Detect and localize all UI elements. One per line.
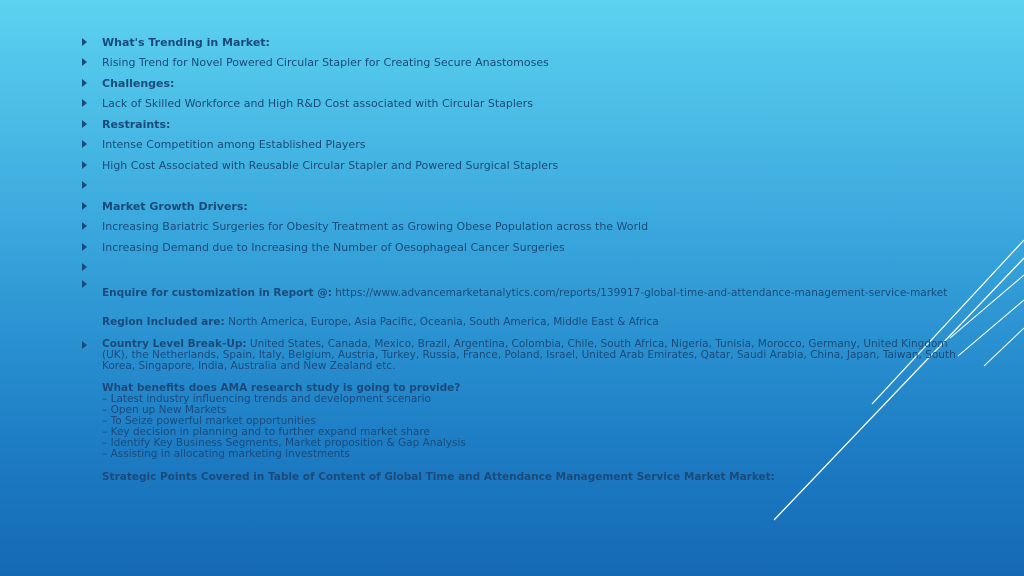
list-item xyxy=(78,241,958,261)
bullet-arrow-icon xyxy=(82,120,87,128)
deco-line-5 xyxy=(984,328,1024,366)
item-text: Rising Trend for Novel Powered Circular Stapler for Creating Secure Anastomoses xyxy=(102,56,549,69)
bullet-arrow-icon xyxy=(82,38,87,46)
list-item xyxy=(78,118,958,138)
bullet-arrow-icon xyxy=(82,341,87,349)
heading-whats-trending: What's Trending in Market: xyxy=(102,36,270,49)
list-item-details xyxy=(78,339,958,483)
bullet-arrow-icon xyxy=(82,280,87,288)
benefit-item: – Open up New Markets xyxy=(102,404,227,416)
benefit-item: – Identify Key Business Segments, Market proposition & Gap Analysis xyxy=(102,437,466,449)
benefit-item: – Key decision in planning and to further expand market share xyxy=(102,426,430,438)
bullet-list xyxy=(78,36,958,483)
bullet-arrow-icon xyxy=(82,79,87,87)
enquire-link[interactable]: https://www.advancemarketanalytics.com/reports/139917-global-time-and-attendance-management-service-market xyxy=(335,287,948,299)
bullet-arrow-icon xyxy=(82,181,87,189)
benefit-item: – Assisting in allocating marketing investments xyxy=(102,448,350,460)
list-item-empty xyxy=(78,261,958,282)
list-item xyxy=(78,97,958,118)
strategic-points-heading: Strategic Points Covered in Table of Content of Global Time and Attendance Management Service Market Market: xyxy=(102,471,775,483)
bullet-arrow-icon xyxy=(82,202,87,210)
country-line xyxy=(102,339,958,372)
heading-restraints: Restraints: xyxy=(102,118,171,131)
benefits-title: What benefits does AMA research study is going to provide? xyxy=(102,382,461,394)
region-value: North America, Europe, Asia Pacific, Oceania, South America, Middle East & Africa xyxy=(228,316,659,328)
list-item xyxy=(78,220,958,241)
list-item xyxy=(78,77,958,97)
benefit-item: – Latest industry influencing trends and development scenario xyxy=(102,393,431,405)
item-text: High Cost Associated with Reusable Circular Stapler and Powered Surgical Staplers xyxy=(102,159,559,172)
deco-line-3 xyxy=(950,275,1024,338)
bullet-arrow-icon xyxy=(82,222,87,230)
heading-challenges: Challenges: xyxy=(102,77,175,90)
benefits-block xyxy=(102,383,958,460)
deco-line-4 xyxy=(958,300,1024,356)
benefit-item: – To Seize powerful market opportunities xyxy=(102,415,316,427)
item-text: Lack of Skilled Workforce and High R&D Cost associated with Circular Staplers xyxy=(102,97,533,110)
bullet-arrow-icon xyxy=(82,99,87,107)
list-item xyxy=(78,56,958,77)
item-text: Intense Competition among Established Players xyxy=(102,138,366,151)
bullet-arrow-icon xyxy=(82,243,87,251)
bullet-arrow-icon xyxy=(82,140,87,148)
list-item xyxy=(78,200,958,220)
bullet-arrow-icon xyxy=(82,58,87,66)
enquire-line xyxy=(102,288,958,299)
list-item-enquire xyxy=(78,282,958,328)
enquire-label: Enquire for customization in Report @: xyxy=(102,287,332,299)
country-label: Country Level Break-Up: xyxy=(102,338,247,350)
bullet-arrow-icon xyxy=(82,263,87,271)
list-item xyxy=(78,138,958,159)
item-text: Increasing Bariatric Surgeries for Obesity Treatment as Growing Obese Population across the World xyxy=(102,220,649,233)
list-item-empty xyxy=(78,179,958,200)
region-line xyxy=(102,317,958,328)
list-item xyxy=(78,159,958,179)
item-text: Increasing Demand due to Increasing the Number of Oesophageal Cancer Surgeries xyxy=(102,241,565,254)
bullet-arrow-icon xyxy=(82,161,87,169)
region-label: Region Included are: xyxy=(102,316,225,328)
heading-growth-drivers: Market Growth Drivers: xyxy=(102,200,248,213)
country-value: United States, Canada, Mexico, Brazil, Argentina, Colombia, Chile, South Africa, Nigeria, Tunisia, Morocco, Germany, United Kingdom (UK), the Netherlands, Spain, Italy, Belgium, Austria, Turkey, Russia, France, Poland, Israel, United Arab Emirates, Qatar, Saudi Arabia, China, Japan, Taiwan, South Korea, Singapore, India, Australia and New Zealand etc. xyxy=(102,338,956,372)
list-item xyxy=(78,36,958,56)
